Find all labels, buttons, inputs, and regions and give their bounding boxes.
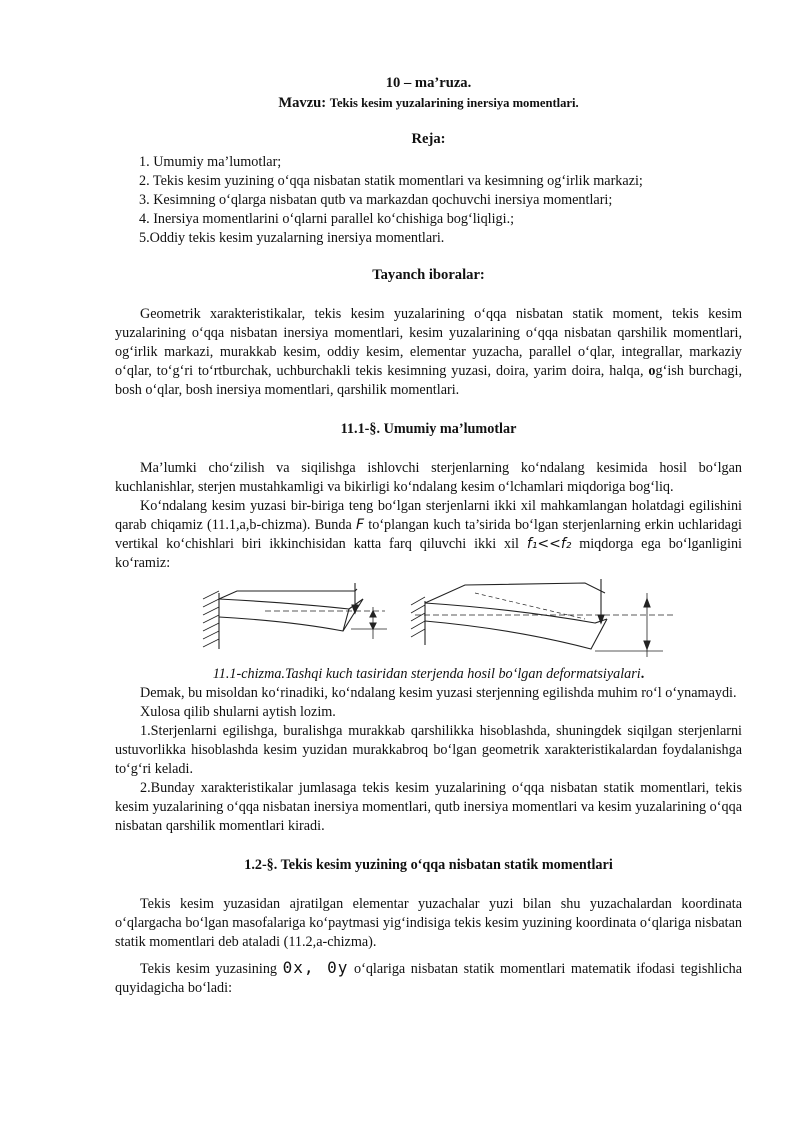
section1-heading: 11.1-§. Umumiy ma’lumotlar: [340, 421, 517, 437]
figure-11-1: [115, 579, 742, 657]
plan-item: 3. Kesimning o‘qlarga nisbatan qutb va markazdan qochuvchi inersiya momentlari;: [139, 192, 613, 208]
section2-heading: 1.2-§. Tekis kesim yuzining o‘qqa nisbatan statik momentlari: [244, 857, 613, 873]
keywords-text-b: g‘ish burchagi, bosh o‘qlar, bosh inersiya momentlari, qarshilik momentlari.: [115, 363, 742, 398]
plan-item: 1. Umumiy ma’lumotlar;: [139, 154, 282, 170]
keywords-paragraph: [115, 305, 742, 400]
caption-end: .: [640, 666, 645, 682]
caption-text: 11.1-chizma.Tashqi kuch tasiridan sterjenda hosil bo‘lgan deformatsiyalari: [212, 666, 641, 682]
left-wall-hatch: [203, 591, 219, 647]
document-page: [115, 74, 742, 998]
force-symbol: F: [355, 517, 365, 533]
keywords-heading: Tayanch iboralar:: [372, 267, 485, 283]
topic-line: [115, 94, 742, 113]
plan-item: 4. Inersiya momentlarini o‘qlarni parallel ko‘chishiga bog‘liqligi.;: [139, 211, 515, 227]
left-beam-end: [343, 609, 349, 631]
lecture-number: 10 – ma’ruza.: [385, 75, 472, 91]
section1-paragraph-3: Demak, bu misoldan ko‘rinadiki, ko‘ndalang kesim yuzasi sterjenning egilishda muhim ro‘l o‘ynamaydi.: [140, 685, 737, 701]
p2-text-c: miqdorga ega bo‘lganligini ko‘ramiz:: [115, 536, 742, 571]
right-wall-hatch: [411, 597, 425, 637]
plan-heading: Reja:: [411, 131, 446, 147]
topic-label: Mavzu:: [278, 95, 327, 111]
section1-paragraph-1: Ma’lumki cho‘zilish va siqilishga ishlovchi sterjenlarning ko‘ndalang kesimida hosil bo‘lgan kuchlanishlar, sterjen mustahkamligi va bikirligi ko‘ndalang kesim o‘lchamlari miqdoriga bog‘liq.: [115, 460, 742, 495]
section1-paragraph-4: Xulosa qilib shularni aytish lozim.: [140, 704, 336, 720]
topic-text: Tekis kesim yuzalarining inersiya momentlari.: [329, 96, 579, 110]
plan-item: 2. Tekis kesim yuzining o‘qqa nisbatan statik momentlari va kesimning og‘irlik markazi;: [139, 173, 643, 189]
section1-paragraph-5: 1.Sterjenlarni egilishga, buralishga murakkab qarshilikka hisoblashda, shuningdek siqilgan sterjenlarni ustuvorlikka hisoblashda kesim yuzidan murakkabroq bo‘lgan geometrik xarakteristikalardan foydalanishga to‘g‘ri keladi.: [115, 723, 742, 777]
right-beam-upper-edge: [425, 603, 607, 623]
p2-text-b: to‘plangan kuch ta’sirida bo‘lgan sterjenlarning erkin uchlaridagi vertikal ko‘chishlari biri ikkinchisidan katta farq qiluvchi ikki xil: [115, 517, 742, 552]
section2-paragraph-1: Tekis kesim yuzasidan ajratilgan elementar yuzachalar yuzi bilan shu yuzachalardan koordinata o‘qlargacha bo‘lgan masofalariga ko‘paytmasi yig‘indisiga tekis kesim yuzining koordinata o‘qlariga nisbatan statik momentlari deb ataladi (11.2,a-chizma).: [115, 896, 742, 950]
p2-text-a: Ko‘ndalang kesim yuzasi bir-biriga teng bo‘lgan sterjenlarni ikki xil mahkamlangan holatdagi egilishini qarab chiqamiz (11.1,a,b-chizma). Bunda: [115, 498, 742, 533]
s2p2-text-b: o‘qlariga nisbatan statik momentlari matematik ifodasi tegishlicha quyidagicha bo‘ladi:: [115, 961, 743, 996]
section1-paragraph-2: [115, 497, 742, 573]
deflection-relation: f₁<<f₂: [526, 536, 572, 552]
plan-item: 5.Oddiy tekis kesim yuzalarning inersiya momentlari.: [139, 230, 445, 246]
keywords-bold-letter: o: [648, 363, 656, 379]
beam-deformation-diagram: [115, 579, 742, 657]
section1-paragraph-6: 2.Bunday xarakteristikalar jumlasaga tekis kesim yuzalarining o‘qqa nisbatan statik momentlari, tekis kesim yuzalarining o‘qqa nisbatan inersiya momentlari, qutb inersiya momentlari va kesim yuzalarining o‘qqa nisbatan qarshilik momentlari kiradi.: [115, 780, 742, 834]
keywords-text-a: Geometrik xarakteristikalar, tekis kesim yuzalarining o‘qqa nisbatan statik moment, tekis kesim yuzalarining o‘qqa nisbatan inersiya momentlari, kesim yuzalarining o‘qqa nisbatan qarshilik momentlari, og‘irlik markazi, murakkab kesim, oddiy kesim, elementar yuzacha, parallel o‘qlar, integrallar, markaziy o‘qlar, to‘g‘ri to‘rtburchak, uchburchakli tekis kesimning yuzasi, doira, yarim doira, halqa,: [115, 306, 742, 379]
left-beam-top: [219, 589, 357, 599]
s2p2-text-a: Tekis kesim yuzasining: [140, 961, 283, 977]
right-beam-lower-edge: [425, 619, 607, 649]
plan-list: [115, 153, 742, 248]
left-beam-upper-edge: [219, 599, 363, 609]
figure-caption: [115, 665, 742, 684]
section2-paragraph-2: [115, 958, 742, 998]
right-beam-top: [425, 583, 605, 603]
axes-symbol: 0x, 0y: [282, 958, 349, 977]
